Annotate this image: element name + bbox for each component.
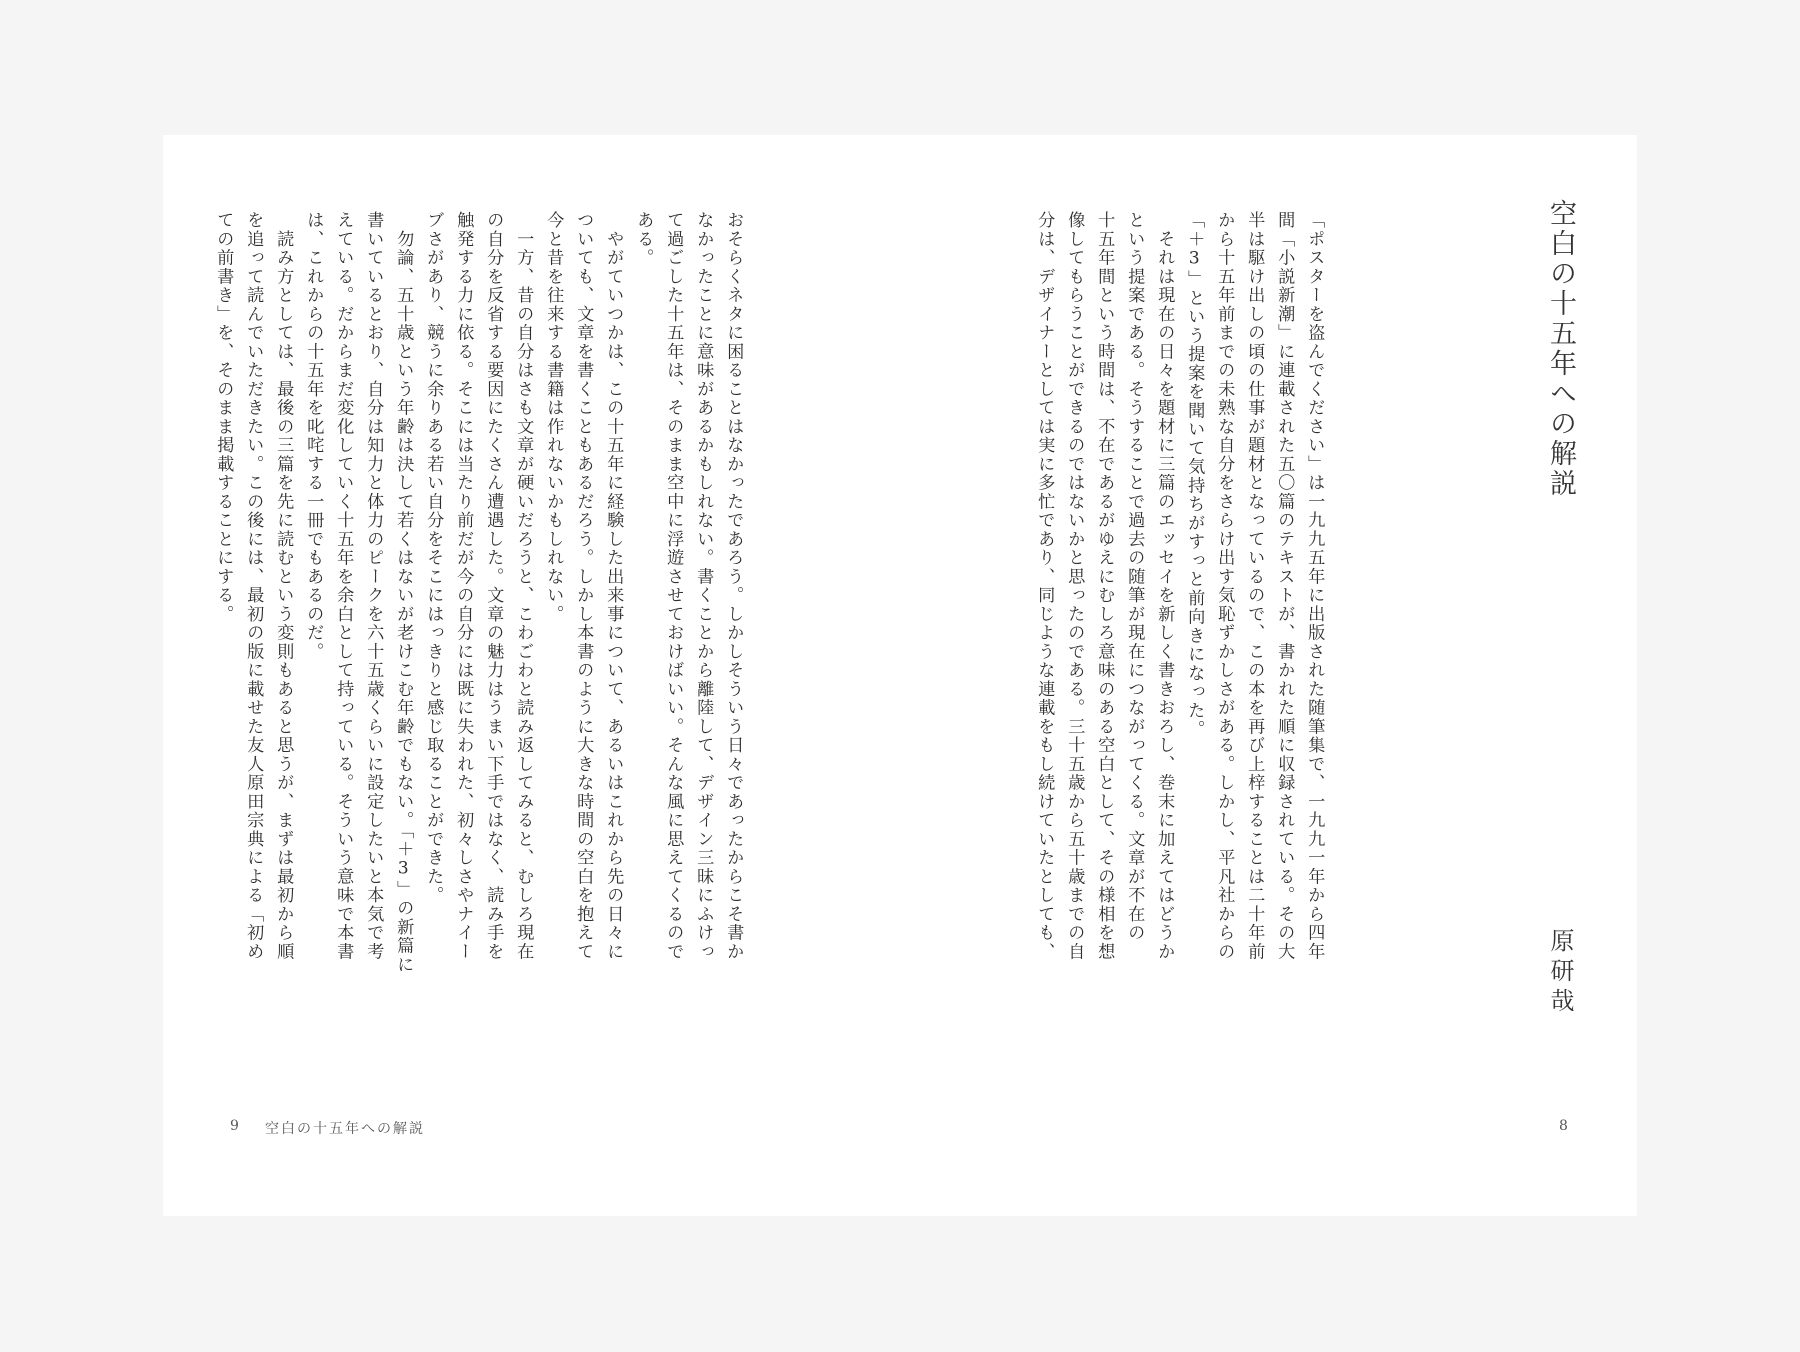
body-column: おそらくネタに困ることはなかったであろう。しかしそういう日々であったからこそ書か	[723, 211, 744, 961]
body-column: から十五年前までの未熟な自分をさらけ出す気恥ずかしさがある。しかし、平凡社からの	[1214, 211, 1235, 961]
chapter-title: 空白の十五年への解説	[1545, 199, 1576, 499]
page-number-left: 9	[230, 1118, 239, 1134]
body-column: ブさがあり、競うに余りある若い自分をそこにはっきりと感じ取ることができた。	[423, 211, 444, 905]
body-column: 「＋3」という提案を聞いて気持ちがすっと前向きになった。	[1184, 211, 1205, 739]
body-column: て過ごした十五年は、そのまま空中に浮遊させておけばいい。そんな風に思えてくるので	[663, 211, 684, 961]
body-column: 像してもらうことができるのではないかと思ったのである。三十五歳から五十歳までの自	[1064, 211, 1085, 961]
body-column: えている。だからまだ変化していく十五年を余白として持っている。そういう意味で本書	[333, 211, 354, 961]
body-column: やがていつかは、この十五年に経験した出来事について、あるいはこれから先の日々に	[603, 211, 624, 961]
body-column: ある。	[633, 211, 654, 268]
body-column: ての前書き」を、そのまま掲載することにする。	[213, 211, 234, 624]
body-column: は、これからの十五年を叱咤する一冊でもあるのだ。	[303, 211, 324, 661]
body-column: 触発する力に依る。そこには当たり前だが今の自分には既に失われた、初々しさやナイー	[453, 211, 474, 961]
body-column: それは現在の日々を題材に三篇のエッセイを新しく書きおろし、巻末に加えてはどうか	[1154, 211, 1175, 961]
page-number-right: 8	[1559, 1118, 1568, 1134]
body-column: 間「小説新潮」に連載された五〇篇のテキストが、書かれた順に収録されている。その大	[1274, 211, 1295, 961]
body-column: 十五年間という時間は、不在であるがゆえにむしろ意味のある空白として、その様相を想	[1094, 211, 1115, 961]
author-name: 原研哉	[1546, 928, 1574, 1018]
body-column: 一方、昔の自分はさも文章が硬いだろうと、こわごわと読み返してみると、むしろ現在	[513, 211, 534, 961]
body-column: 分は、デザイナーとしては実に多忙であり、同じような連載をもし続けていたとしても、	[1034, 211, 1055, 961]
body-column: の自分を反省する要因にたくさん遭遇した。文章の魅力はうまい下手ではなく、読み手を	[483, 211, 504, 961]
body-column: を追って読んでいただきたい。この後には、最初の版に載せた友人原田宗典による「初め	[243, 211, 264, 961]
running-title: 空白の十五年への解説	[265, 1121, 425, 1137]
body-column: ついても、文章を書くこともあるだろう。しかし本書のように大きな時間の空白を抱えて	[573, 211, 594, 961]
body-column: 今と昔を往来する書籍は作れないかもしれない。	[543, 211, 564, 624]
body-column: 勿論、五十歳という年齢は決して若くはないが老けこむ年齢でもない。「＋3」の新篇に	[393, 211, 414, 974]
body-column: 読み方としては、最後の三篇を先に読むという変則もあると思うが、まずは最初から順	[273, 211, 294, 961]
body-column: 半は駆け出しの頃の仕事が題材となっているので、この本を再び上梓することは二十年前	[1244, 211, 1265, 961]
body-column: 「ポスターを盗んでください」は一九九五年に出版された随筆集で、一九九一年から四年	[1304, 211, 1325, 961]
body-column: という提案である。そうすることで過去の随筆が現在につながってくる。文章が不在の	[1124, 211, 1145, 943]
book-spread	[163, 135, 1637, 1216]
body-column: 書いているとおり、自分は知力と体力のピークを六十五歳くらいに設定したいと本気で考	[363, 211, 384, 961]
body-column: なかったことに意味があるかもしれない。書くことから離陸して、デザイン三昧にふけっ	[693, 211, 714, 961]
